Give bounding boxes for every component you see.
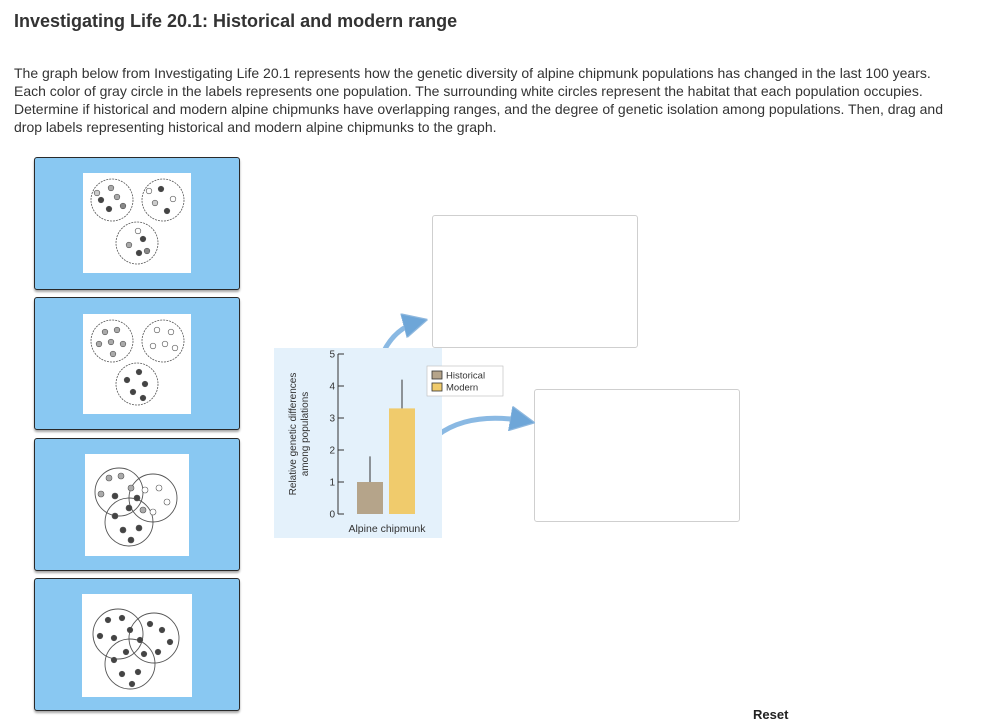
- bar-modern: [389, 408, 415, 514]
- separate-habitat-circles-icon: [83, 314, 191, 414]
- reset-button[interactable]: Reset: [753, 707, 789, 722]
- draggable-label-overlapping-ranges-mixed[interactable]: [34, 438, 240, 571]
- page-title: Investigating Life 20.1: Historical and modern range: [14, 11, 458, 31]
- draggable-label-overlapping-ranges-uniform[interactable]: [34, 578, 240, 711]
- drop-target-modern[interactable]: [534, 389, 740, 522]
- instructions-text: The graph below from Investigating Life 20.1 represents how the genetic diversity of alpine chipmunk populations has changed in the last 100 years. Each color of gray circle in the labels represents one population. The surrounding white circles represent the habitat that each population occupies. Determine if historical and modern alpine chipmunks have overlapping ranges, and the degree of genetic isolation among populations. Then, drag and drop labels representing historical and modern alpine chipmunks to the graph.: [14, 65, 943, 135]
- legend-label-historical: Historical: [446, 370, 486, 382]
- y-tick-label: 0: [329, 509, 335, 521]
- y-tick-label: 2: [329, 445, 335, 457]
- genetic-difference-bar-chart: [274, 348, 486, 538]
- legend-swatch-modern: [432, 383, 442, 391]
- y-tick-label: 3: [329, 413, 335, 425]
- y-tick-label: 1: [329, 477, 335, 489]
- y-tick-label: 5: [329, 349, 335, 361]
- y-axis-label-line-2: among populations: [300, 391, 311, 477]
- draggable-label-separate-ranges-low-isolation[interactable]: [34, 157, 240, 290]
- x-category-label: Alpine chipmunk: [348, 523, 426, 535]
- legend-label-modern: Modern: [446, 382, 479, 394]
- draggable-label-separate-ranges-high-isolation[interactable]: [34, 297, 240, 430]
- bar-historical: [357, 482, 383, 514]
- legend-swatch-historical: [432, 371, 442, 379]
- overlapping-habitat-circles-icon: [82, 594, 192, 697]
- y-axis-label-line-1: Relative genetic differences: [288, 372, 299, 496]
- y-tick-label: 4: [329, 381, 335, 393]
- legend: [427, 366, 503, 396]
- separate-habitat-circles-icon: [83, 173, 191, 273]
- overlapping-habitat-circles-icon: [85, 454, 189, 556]
